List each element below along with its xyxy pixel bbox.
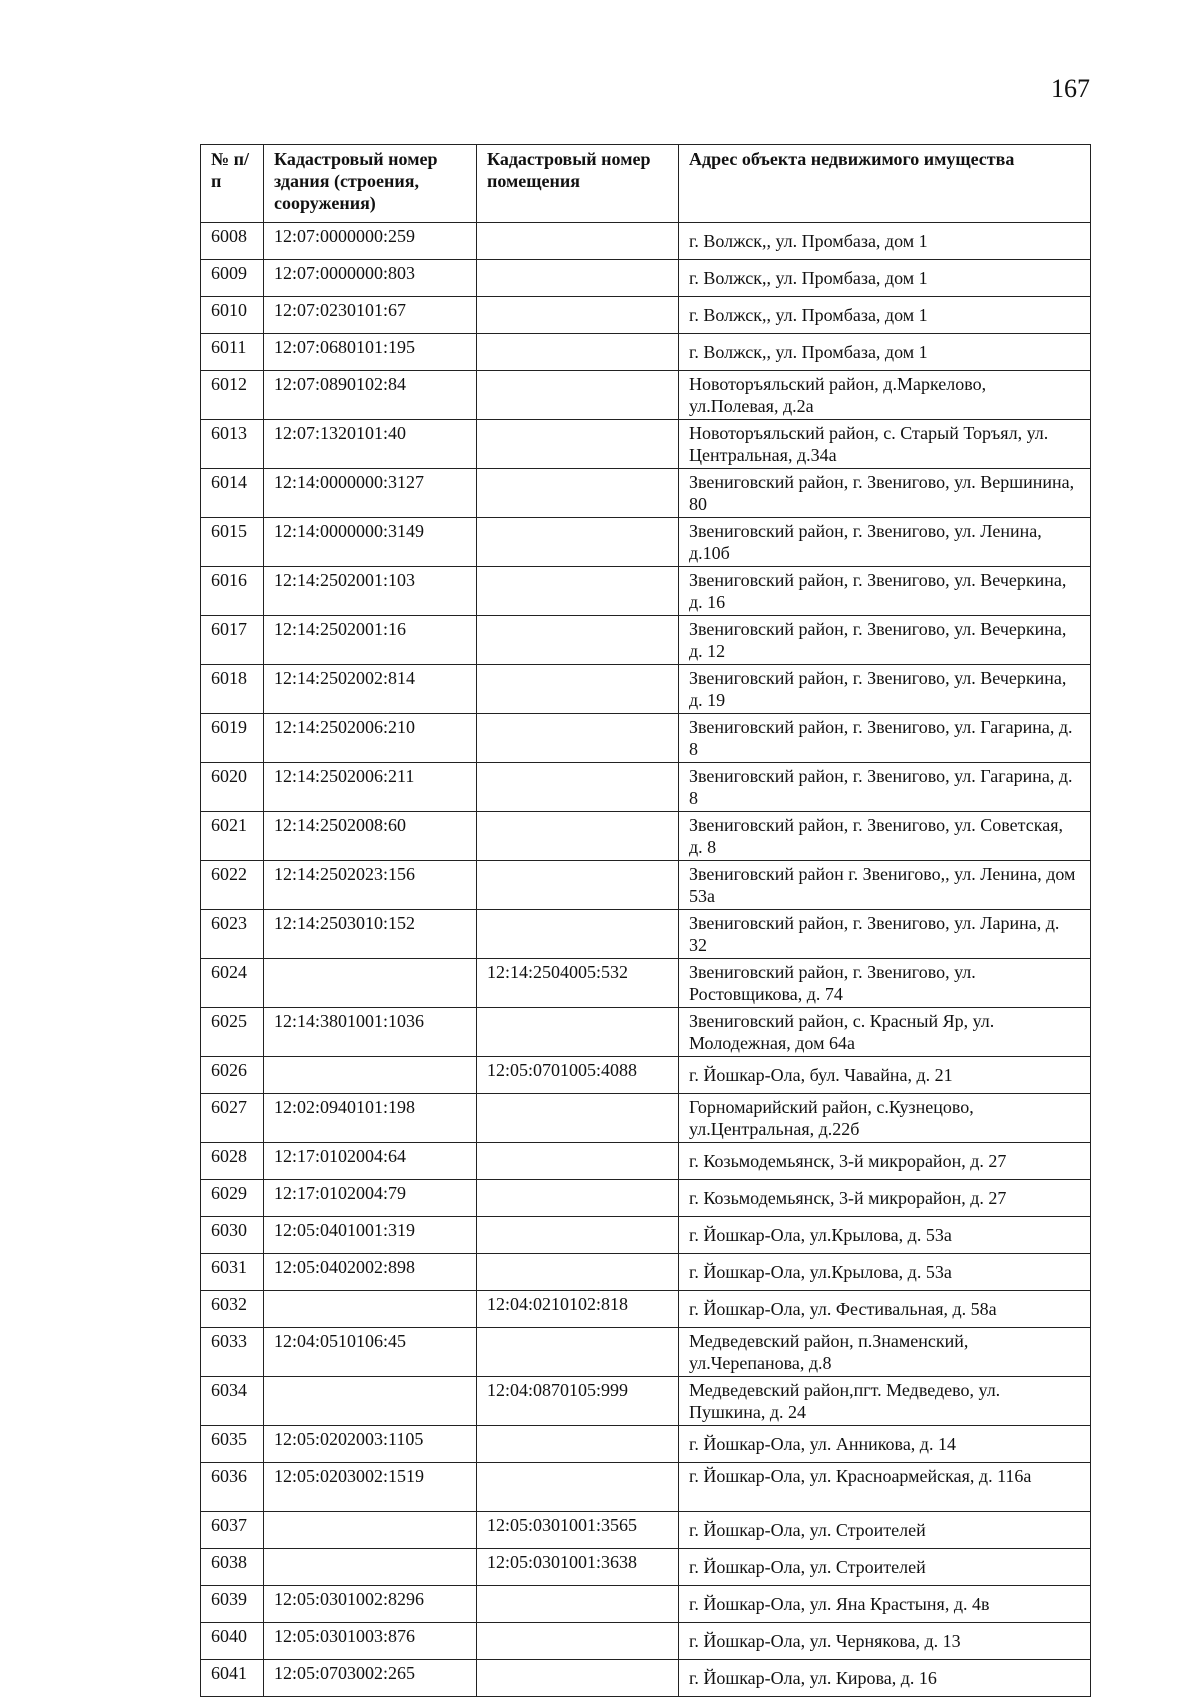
room-cadastral-cell: 12:05:0301001:3638	[477, 1549, 679, 1586]
table-row	[201, 469, 1091, 518]
building-cadastral-cell	[264, 1377, 477, 1426]
building-cadastral-cell: 12:02:0940101:198	[264, 1094, 477, 1143]
table-row	[201, 959, 1091, 1008]
room-cadastral-cell	[477, 223, 679, 260]
building-cadastral-cell: 12:05:0402002:898	[264, 1254, 477, 1291]
building-cadastral-cell	[264, 1057, 477, 1094]
table-row	[201, 812, 1091, 861]
row-number-cell: 6023	[201, 910, 264, 959]
row-number-cell: 6027	[201, 1094, 264, 1143]
table-row	[201, 567, 1091, 616]
address-cell: Звениговский район, г. Звенигово, ул. Вершинина, 80	[679, 469, 1091, 518]
table-row	[201, 861, 1091, 910]
table-row	[201, 1660, 1091, 1697]
row-number-cell: 6015	[201, 518, 264, 567]
building-cadastral-cell: 12:07:0000000:259	[264, 223, 477, 260]
address-cell: Звениговский район, г. Звенигово, ул. Гагарина, д. 8	[679, 763, 1091, 812]
address-cell: г. Волжск,, ул. Промбаза, дом 1	[679, 260, 1091, 297]
address-cell: г. Йошкар-Ола, ул. Анникова, д. 14	[679, 1426, 1091, 1463]
row-number-cell: 6010	[201, 297, 264, 334]
building-cadastral-cell: 12:07:0890102:84	[264, 371, 477, 420]
address-cell: Звениговский район, г. Звенигово, ул. Ростовщикова, д. 74	[679, 959, 1091, 1008]
header-address: Адрес объекта недвижимого имущества	[679, 145, 1091, 223]
row-number-cell: 6013	[201, 420, 264, 469]
row-number-cell: 6014	[201, 469, 264, 518]
building-cadastral-cell: 12:07:0000000:803	[264, 260, 477, 297]
row-number-cell: 6038	[201, 1549, 264, 1586]
address-cell: г. Йошкар-Ола, ул. Красноармейская, д. 116а	[679, 1463, 1091, 1512]
address-cell: Горномарийский район, с.Кузнецово, ул.Центральная, д.22б	[679, 1094, 1091, 1143]
table-row	[201, 1463, 1091, 1512]
room-cadastral-cell	[477, 1008, 679, 1057]
room-cadastral-cell	[477, 665, 679, 714]
table-row	[201, 1291, 1091, 1328]
building-cadastral-cell: 12:05:0301003:876	[264, 1623, 477, 1660]
row-number-cell: 6040	[201, 1623, 264, 1660]
room-cadastral-cell	[477, 812, 679, 861]
address-cell: Медведевский район,пгт. Медведево, ул. Пушкина, д. 24	[679, 1377, 1091, 1426]
room-cadastral-cell	[477, 714, 679, 763]
building-cadastral-cell: 12:05:0202003:1105	[264, 1426, 477, 1463]
table-row	[201, 1377, 1091, 1426]
building-cadastral-cell: 12:14:0000000:3127	[264, 469, 477, 518]
room-cadastral-cell	[477, 1586, 679, 1623]
building-cadastral-cell: 12:14:2502002:814	[264, 665, 477, 714]
room-cadastral-cell	[477, 1623, 679, 1660]
row-number-cell: 6016	[201, 567, 264, 616]
table-row	[201, 1254, 1091, 1291]
building-cadastral-cell: 12:05:0301002:8296	[264, 1586, 477, 1623]
table-row	[201, 616, 1091, 665]
row-number-cell: 6009	[201, 260, 264, 297]
address-cell: Звениговский район, г. Звенигово, ул. Ленина, д.10б	[679, 518, 1091, 567]
building-cadastral-cell: 12:05:0703002:265	[264, 1660, 477, 1697]
building-cadastral-cell: 12:14:2502001:103	[264, 567, 477, 616]
table-row	[201, 371, 1091, 420]
room-cadastral-cell	[477, 861, 679, 910]
address-cell: Звениговский район, с. Красный Яр, ул. Молодежная, дом 64а	[679, 1008, 1091, 1057]
row-number-cell: 6026	[201, 1057, 264, 1094]
address-cell: Новоторъяльский район, д.Маркелово, ул.Полевая, д.2а	[679, 371, 1091, 420]
row-number-cell: 6031	[201, 1254, 264, 1291]
table-row	[201, 1586, 1091, 1623]
room-cadastral-cell	[477, 1143, 679, 1180]
room-cadastral-cell	[477, 763, 679, 812]
address-cell: г. Йошкар-Ола, ул. Строителей	[679, 1512, 1091, 1549]
table-row	[201, 665, 1091, 714]
page-number: 167	[1051, 74, 1090, 103]
row-number-cell: 6011	[201, 334, 264, 371]
address-cell: Медведевский район, п.Знаменский, ул.Черепанова, д.8	[679, 1328, 1091, 1377]
row-number-cell: 6035	[201, 1426, 264, 1463]
building-cadastral-cell: 12:14:2502006:210	[264, 714, 477, 763]
table-row	[201, 223, 1091, 260]
table-row	[201, 1094, 1091, 1143]
building-cadastral-cell: 12:14:3801001:1036	[264, 1008, 477, 1057]
address-cell: Звениговский район г. Звенигово,, ул. Ленина, дом 53а	[679, 861, 1091, 910]
row-number-cell: 6018	[201, 665, 264, 714]
table-row	[201, 714, 1091, 763]
table-row	[201, 1008, 1091, 1057]
room-cadastral-cell	[477, 567, 679, 616]
row-number-cell: 6041	[201, 1660, 264, 1697]
building-cadastral-cell: 12:07:1320101:40	[264, 420, 477, 469]
table-row	[201, 420, 1091, 469]
address-cell: г. Йошкар-Ола, ул. Строителей	[679, 1549, 1091, 1586]
table-row	[201, 297, 1091, 334]
building-cadastral-cell	[264, 1291, 477, 1328]
table-row	[201, 1217, 1091, 1254]
address-cell: Новоторъяльский район, с. Старый Торъял, ул. Центральная, д.34а	[679, 420, 1091, 469]
row-number-cell: 6025	[201, 1008, 264, 1057]
address-cell: г. Волжск,, ул. Промбаза, дом 1	[679, 297, 1091, 334]
room-cadastral-cell: 12:14:2504005:532	[477, 959, 679, 1008]
room-cadastral-cell	[477, 297, 679, 334]
row-number-cell: 6033	[201, 1328, 264, 1377]
building-cadastral-cell: 12:14:0000000:3149	[264, 518, 477, 567]
address-cell: г. Йошкар-Ола, ул. Чернякова, д. 13	[679, 1623, 1091, 1660]
room-cadastral-cell	[477, 1180, 679, 1217]
room-cadastral-cell	[477, 420, 679, 469]
table-body	[201, 223, 1091, 1697]
row-number-cell: 6008	[201, 223, 264, 260]
room-cadastral-cell	[477, 371, 679, 420]
address-cell: Звениговский район, г. Звенигово, ул. Вечеркина, д. 12	[679, 616, 1091, 665]
room-cadastral-cell	[477, 1254, 679, 1291]
building-cadastral-cell: 12:07:0230101:67	[264, 297, 477, 334]
property-registry-table	[200, 144, 1091, 1697]
row-number-cell: 6012	[201, 371, 264, 420]
room-cadastral-cell	[477, 1217, 679, 1254]
row-number-cell: 6020	[201, 763, 264, 812]
address-cell: Звениговский район, г. Звенигово, ул. Советская, д. 8	[679, 812, 1091, 861]
header-num: № п/п	[201, 145, 264, 223]
row-number-cell: 6039	[201, 1586, 264, 1623]
room-cadastral-cell	[477, 910, 679, 959]
address-cell: г. Волжск,, ул. Промбаза, дом 1	[679, 223, 1091, 260]
address-cell: Звениговский район, г. Звенигово, ул. Вечеркина, д. 16	[679, 567, 1091, 616]
address-cell: г. Йошкар-Ола, ул. Фестивальная, д. 58а	[679, 1291, 1091, 1328]
row-number-cell: 6024	[201, 959, 264, 1008]
room-cadastral-cell: 12:05:0701005:4088	[477, 1057, 679, 1094]
address-cell: г. Йошкар-Ола, ул.Крылова, д. 53а	[679, 1254, 1091, 1291]
room-cadastral-cell	[477, 260, 679, 297]
address-cell: г. Йошкар-Ола, ул. Яна Крастыня, д. 4в	[679, 1586, 1091, 1623]
row-number-cell: 6037	[201, 1512, 264, 1549]
building-cadastral-cell: 12:14:2502006:211	[264, 763, 477, 812]
table-row	[201, 1426, 1091, 1463]
room-cadastral-cell: 12:05:0301001:3565	[477, 1512, 679, 1549]
table-row	[201, 518, 1091, 567]
row-number-cell: 6032	[201, 1291, 264, 1328]
building-cadastral-cell: 12:05:0401001:319	[264, 1217, 477, 1254]
address-cell: г. Волжск,, ул. Промбаза, дом 1	[679, 334, 1091, 371]
room-cadastral-cell	[477, 1328, 679, 1377]
building-cadastral-cell: 12:14:2502001:16	[264, 616, 477, 665]
room-cadastral-cell	[477, 518, 679, 567]
building-cadastral-cell	[264, 1549, 477, 1586]
table-row	[201, 260, 1091, 297]
address-cell: г. Йошкар-Ола, ул. Кирова, д. 16	[679, 1660, 1091, 1697]
building-cadastral-cell: 12:14:2502023:156	[264, 861, 477, 910]
address-cell: Звениговский район, г. Звенигово, ул. Вечеркина, д. 19	[679, 665, 1091, 714]
row-number-cell: 6017	[201, 616, 264, 665]
building-cadastral-cell: 12:17:0102004:64	[264, 1143, 477, 1180]
address-cell: Звениговский район, г. Звенигово, ул. Гагарина, д. 8	[679, 714, 1091, 763]
room-cadastral-cell	[477, 1463, 679, 1512]
address-cell: г. Йошкар-Ола, ул.Крылова, д. 53а	[679, 1217, 1091, 1254]
room-cadastral-cell	[477, 1094, 679, 1143]
building-cadastral-cell: 12:17:0102004:79	[264, 1180, 477, 1217]
table-row	[201, 1512, 1091, 1549]
header-room-cadastral: Кадастровый номер помещения	[477, 145, 679, 223]
table-row	[201, 1057, 1091, 1094]
room-cadastral-cell	[477, 1426, 679, 1463]
building-cadastral-cell: 12:14:2503010:152	[264, 910, 477, 959]
room-cadastral-cell	[477, 334, 679, 371]
building-cadastral-cell	[264, 959, 477, 1008]
table-row	[201, 1623, 1091, 1660]
address-cell: Звениговский район, г. Звенигово, ул. Ларина, д. 32	[679, 910, 1091, 959]
address-cell: г. Козьмодемьянск, 3-й микрорайон, д. 27	[679, 1143, 1091, 1180]
table-row	[201, 1143, 1091, 1180]
room-cadastral-cell: 12:04:0870105:999	[477, 1377, 679, 1426]
table-row	[201, 1328, 1091, 1377]
table-row	[201, 910, 1091, 959]
building-cadastral-cell: 12:07:0680101:195	[264, 334, 477, 371]
room-cadastral-cell	[477, 469, 679, 518]
row-number-cell: 6021	[201, 812, 264, 861]
header-building-cadastral: Кадастровый номер здания (строения, сооружения)	[264, 145, 477, 223]
table-header-row	[201, 145, 1091, 223]
room-cadastral-cell: 12:04:0210102:818	[477, 1291, 679, 1328]
table-row	[201, 1180, 1091, 1217]
address-cell: г. Козьмодемьянск, 3-й микрорайон, д. 27	[679, 1180, 1091, 1217]
row-number-cell: 6034	[201, 1377, 264, 1426]
building-cadastral-cell	[264, 1512, 477, 1549]
building-cadastral-cell: 12:14:2502008:60	[264, 812, 477, 861]
address-cell: г. Йошкар-Ола, бул. Чавайна, д. 21	[679, 1057, 1091, 1094]
row-number-cell: 6030	[201, 1217, 264, 1254]
room-cadastral-cell	[477, 616, 679, 665]
row-number-cell: 6036	[201, 1463, 264, 1512]
row-number-cell: 6028	[201, 1143, 264, 1180]
row-number-cell: 6019	[201, 714, 264, 763]
row-number-cell: 6029	[201, 1180, 264, 1217]
room-cadastral-cell	[477, 1660, 679, 1697]
table-row	[201, 763, 1091, 812]
table-row	[201, 334, 1091, 371]
row-number-cell: 6022	[201, 861, 264, 910]
table-row	[201, 1549, 1091, 1586]
building-cadastral-cell: 12:04:0510106:45	[264, 1328, 477, 1377]
building-cadastral-cell: 12:05:0203002:1519	[264, 1463, 477, 1512]
